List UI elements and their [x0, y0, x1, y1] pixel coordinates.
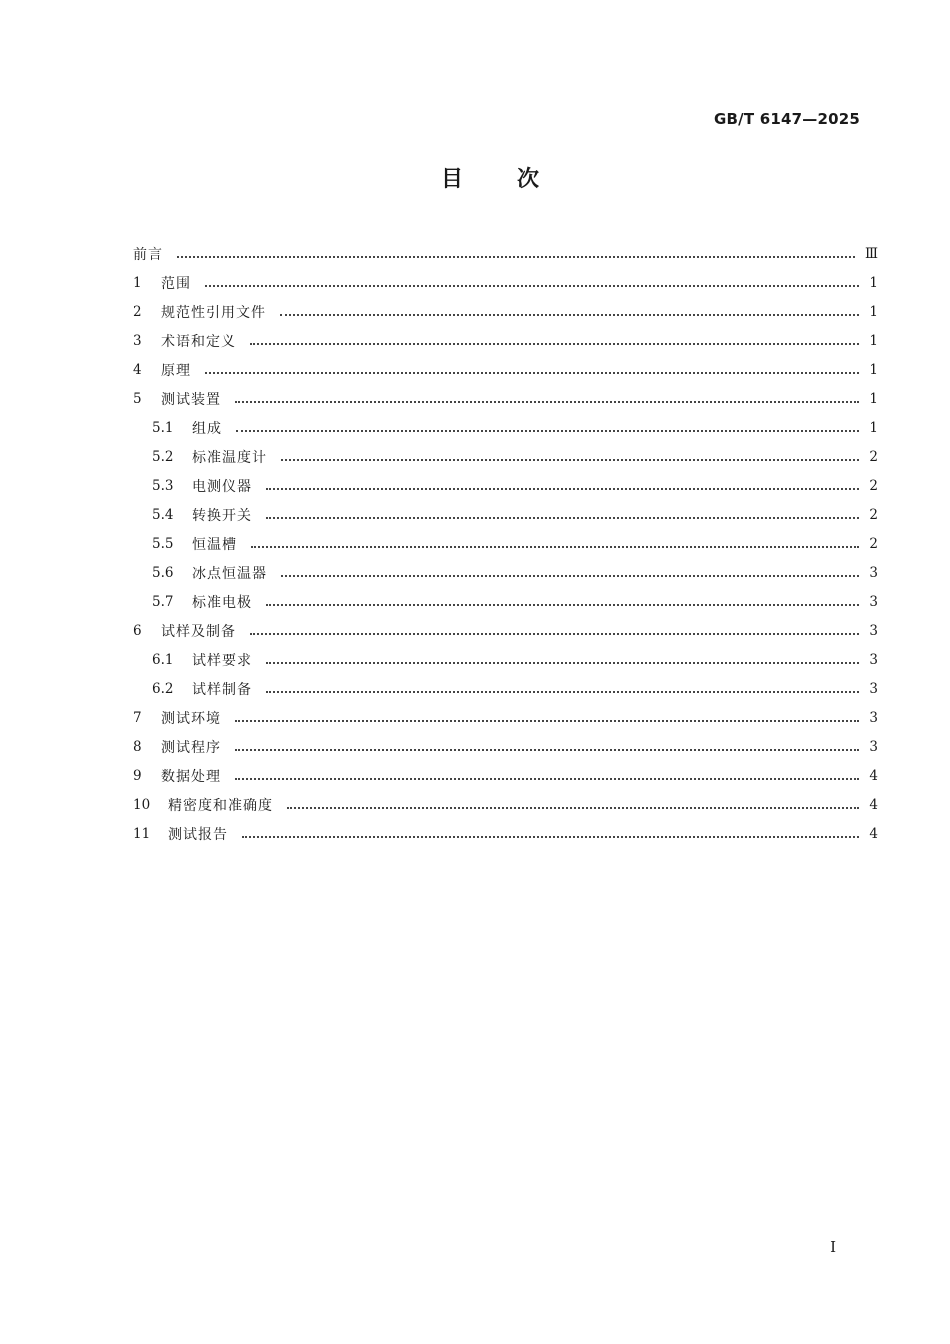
toc-entry[interactable]: [133, 790, 878, 819]
table-of-contents: [133, 239, 878, 848]
toc-entry[interactable]: [133, 587, 878, 616]
toc-leader-dots: [242, 834, 859, 838]
toc-entry-page: 2: [869, 535, 878, 552]
toc-entry-number: 11: [133, 825, 151, 842]
toc-entry-label: 试样要求: [192, 652, 252, 669]
toc-leader-dots: [287, 805, 859, 809]
toc-entry-label: 电测仪器: [192, 478, 252, 495]
toc-entry-page: 1: [869, 419, 878, 436]
toc-entry-page: 1: [869, 361, 878, 378]
toc-entry-label: 组成: [192, 420, 222, 437]
toc-entry-page: 3: [869, 593, 878, 610]
toc-entry[interactable]: [133, 761, 878, 790]
toc-entry-number: 6.2: [152, 680, 174, 697]
toc-leader-dots: [266, 689, 859, 693]
toc-leader-dots: [281, 457, 859, 461]
toc-leader-dots: [236, 428, 859, 432]
toc-entry-number: 5.6: [152, 564, 174, 581]
toc-title: [0, 162, 950, 193]
toc-entry-page: 2: [869, 506, 878, 523]
toc-entry[interactable]: [133, 529, 878, 558]
toc-entry-label: 标准电极: [192, 594, 252, 611]
toc-entry[interactable]: [133, 703, 878, 732]
toc-entry-label: 前言: [133, 246, 163, 263]
toc-entry-number: 6: [133, 622, 142, 639]
toc-entry[interactable]: [133, 616, 878, 645]
toc-entry-number: 9: [133, 767, 142, 784]
toc-entry-page: 3: [869, 738, 878, 755]
toc-entry-page: 1: [869, 303, 878, 320]
toc-entry[interactable]: [133, 268, 878, 297]
toc-entry-page: 4: [869, 796, 878, 813]
toc-entry[interactable]: [133, 645, 878, 674]
toc-entry-label: 测试环境: [161, 710, 221, 727]
toc-entry[interactable]: [133, 297, 878, 326]
toc-leader-dots: [235, 747, 859, 751]
toc-entry-page: 2: [869, 477, 878, 494]
toc-entry-number: 5.1: [152, 419, 174, 436]
toc-entry-page: 1: [869, 332, 878, 349]
toc-entry[interactable]: [133, 413, 878, 442]
toc-entry[interactable]: [133, 471, 878, 500]
toc-leader-dots: [205, 370, 859, 374]
toc-entry[interactable]: [133, 384, 878, 413]
toc-entry-number: 7: [133, 709, 142, 726]
toc-entry-page: 2: [869, 448, 878, 465]
toc-leader-dots: [266, 660, 859, 664]
toc-leader-dots: [235, 718, 859, 722]
toc-entry-number: 5.3: [152, 477, 174, 494]
toc-leader-dots: [250, 631, 859, 635]
toc-entry-number: 5: [133, 390, 142, 407]
toc-entry-label: 试样及制备: [161, 623, 236, 640]
toc-entry-page: Ⅲ: [864, 245, 878, 262]
toc-entry-label: 测试报告: [168, 826, 228, 843]
standard-code: GB/T 6147—2025: [714, 110, 860, 128]
toc-entry-page: 1: [869, 390, 878, 407]
toc-entry-number: 6.1: [152, 651, 174, 668]
toc-entry-label: 冰点恒温器: [192, 565, 267, 582]
toc-leader-dots: [235, 399, 859, 403]
toc-entry[interactable]: [133, 732, 878, 761]
toc-entry[interactable]: [133, 326, 878, 355]
toc-leader-dots: [251, 544, 859, 548]
toc-entry-label: 范围: [161, 275, 191, 292]
toc-entry-label: 原理: [161, 362, 191, 379]
toc-entry[interactable]: [133, 355, 878, 384]
toc-entry[interactable]: [133, 819, 878, 848]
toc-entry-page: 3: [869, 680, 878, 697]
toc-leader-dots: [266, 515, 859, 519]
toc-entry-number: 5.7: [152, 593, 174, 610]
toc-entry-page: 1: [869, 274, 878, 291]
toc-entry-label: 测试装置: [161, 391, 221, 408]
toc-entry-number: 5.5: [152, 535, 174, 552]
toc-entry[interactable]: [133, 442, 878, 471]
toc-entry-number: 8: [133, 738, 142, 755]
toc-leader-dots: [177, 254, 855, 258]
toc-entry-label: 试样制备: [192, 681, 252, 698]
toc-entry-number: 4: [133, 361, 142, 378]
toc-entry-number: 2: [133, 303, 142, 320]
toc-entry-label: 术语和定义: [161, 333, 236, 350]
toc-title-char-1: 目: [440, 167, 463, 192]
toc-entry[interactable]: [133, 674, 878, 703]
toc-entry-number: 1: [133, 274, 142, 291]
toc-entry-page: 4: [869, 825, 878, 842]
toc-entry-page: 3: [869, 709, 878, 726]
toc-entry[interactable]: [133, 558, 878, 587]
toc-entry-label: 恒温槽: [192, 536, 237, 553]
toc-entry-label: 转换开关: [192, 507, 252, 524]
toc-leader-dots: [250, 341, 859, 345]
toc-entry-number: 3: [133, 332, 142, 349]
page-number: Ⅰ: [830, 1238, 836, 1256]
toc-entry-label: 数据处理: [161, 768, 221, 785]
toc-entry-label: 测试程序: [161, 739, 221, 756]
toc-title-char-2: 次: [517, 167, 540, 192]
toc-entry[interactable]: [133, 500, 878, 529]
toc-leader-dots: [281, 573, 859, 577]
toc-entry-label: 规范性引用文件: [161, 304, 266, 321]
toc-leader-dots: [266, 486, 859, 490]
toc-entry-number: 5.2: [152, 448, 174, 465]
toc-entry-page: 3: [869, 564, 878, 581]
toc-entry-label: 标准温度计: [192, 449, 267, 466]
toc-entry-page: 3: [869, 622, 878, 639]
toc-entry-page: 3: [869, 651, 878, 668]
toc-entry[interactable]: [133, 239, 878, 268]
toc-leader-dots: [235, 776, 859, 780]
toc-leader-dots: [266, 602, 859, 606]
toc-leader-dots: [205, 283, 859, 287]
toc-entry-page: 4: [869, 767, 878, 784]
toc-entry-label: 精密度和准确度: [168, 797, 273, 814]
toc-entry-number: 5.4: [152, 506, 174, 523]
toc-leader-dots: [280, 312, 859, 316]
toc-entry-number: 10: [133, 796, 151, 813]
